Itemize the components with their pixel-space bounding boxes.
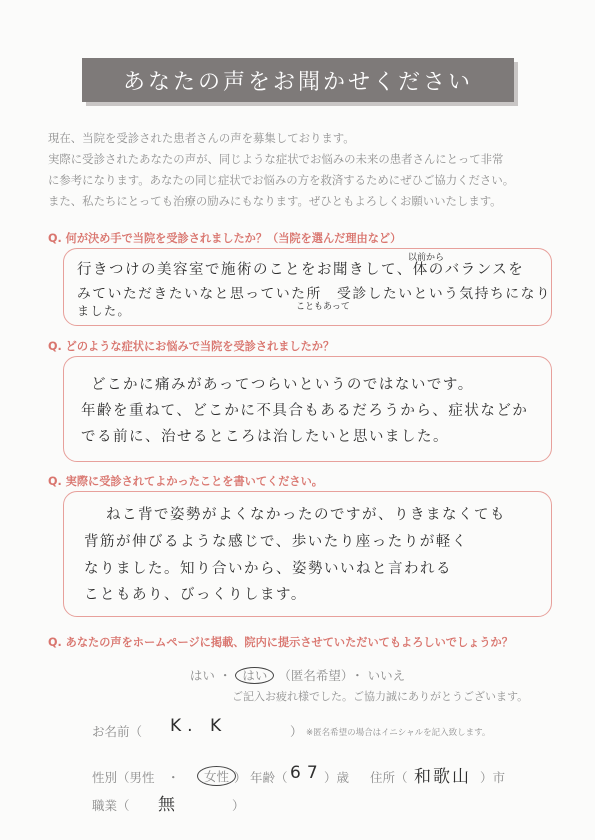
answer-3-line-1: ねこ背で姿勢がよくなかったのですが、りきまなくても [106,507,506,523]
name-label: お名前（ [92,724,143,739]
age-value[interactable]: 67 [290,763,324,783]
job-label: 職業（ [92,798,130,813]
age-label: 年齢（ [250,770,288,785]
separator: ・ [218,668,232,683]
intro-line: 現在、当院を受診された患者さんの声を募集しております。 [48,131,355,145]
address-label: 住所（ [370,770,408,785]
option-anonymous-label: （匿名希望） [278,668,348,683]
answer-1-line-1: 行きつけの美容室で施術のことをお聞きして、体のバランスを [77,262,525,278]
answer-1-insert-above: 以前から [408,253,445,263]
consent-question: Q. あなたの声をホームページに掲載、院内に提示させていただいてもよろしいでしょうか？ [48,636,513,649]
intro-text [48,128,558,212]
separator: ・ [351,668,364,683]
option-no[interactable]: いいえ [367,668,406,683]
age-close: ）歳 [324,770,350,785]
gender-close: ） [234,770,247,785]
answer-2-line-1: どこかに痛みがあってつらいというのではないです。 [91,377,474,393]
page-title: あなたの声をお聞かせください [82,58,514,102]
name-close: ） [290,724,303,739]
answer-3-line-3: なりました。知り合いから、姿勢いいねと言われる [84,561,452,577]
answer-1-insert-below: こともあって [296,302,350,312]
gender-female-circled[interactable]: 女性 [197,766,236,786]
intro-line: 実際に受診されたあなたの声が、同じような症状でお悩みの未来の患者さんにとって非常 [48,152,504,166]
address-close: ）市 [480,770,506,785]
address-value[interactable]: 和歌山 [414,767,471,787]
thanks-message: ご記入お疲れ様でした。ご協力誠にありがとうございます。 [232,690,529,703]
job-value[interactable]: 無 [158,795,181,815]
intro-line: に参考になります。あなたの同じ症状でお悩みの方を救済するためにぜひご協力ください。 [48,173,515,187]
name-note: ※匿名希望の場合はイニシャルを記入致します。 [306,728,491,738]
gender-label: 性別（男性 ・ [92,770,180,785]
job-close: ） [232,798,245,813]
answer-3-line-4: こともあり、びっくりします。 [84,587,307,603]
question-1-label: Q. 何が決め手で当院を受診されましたか？（当院を選んだ理由など） [48,232,402,245]
answer-3-line-2: 背筋が伸びるような感じで、歩いたり座ったりが軽く [84,534,468,550]
option-yes-anonymous-circled[interactable]: はい [235,667,274,684]
name-value[interactable]: K. K [170,716,228,736]
intro-line: また、私たちにとっても治療の励みにもなります。ぜひともよろしくお願いいたします。 [48,194,502,208]
answer-2-line-2: 年齢を重ねて、どこかに不具合もあるだろうから、症状などか [81,403,529,419]
question-3-label: Q. 実際に受診されてよかったことを書いてください。 [48,475,323,488]
answer-2-line-3: でる前に、治せるところは治したいと思いました。 [81,429,449,445]
answer-1-line-3: ました。 [77,304,132,318]
consent-options [0,666,595,684]
answer-1-line-2: みていただきたいなと思っていた所 受診したいという気持ちになり [77,286,552,302]
option-yes[interactable]: はい [189,668,215,683]
question-2-label: Q. どのような症状にお悩みで当院を受診されましたか？ [48,340,335,353]
